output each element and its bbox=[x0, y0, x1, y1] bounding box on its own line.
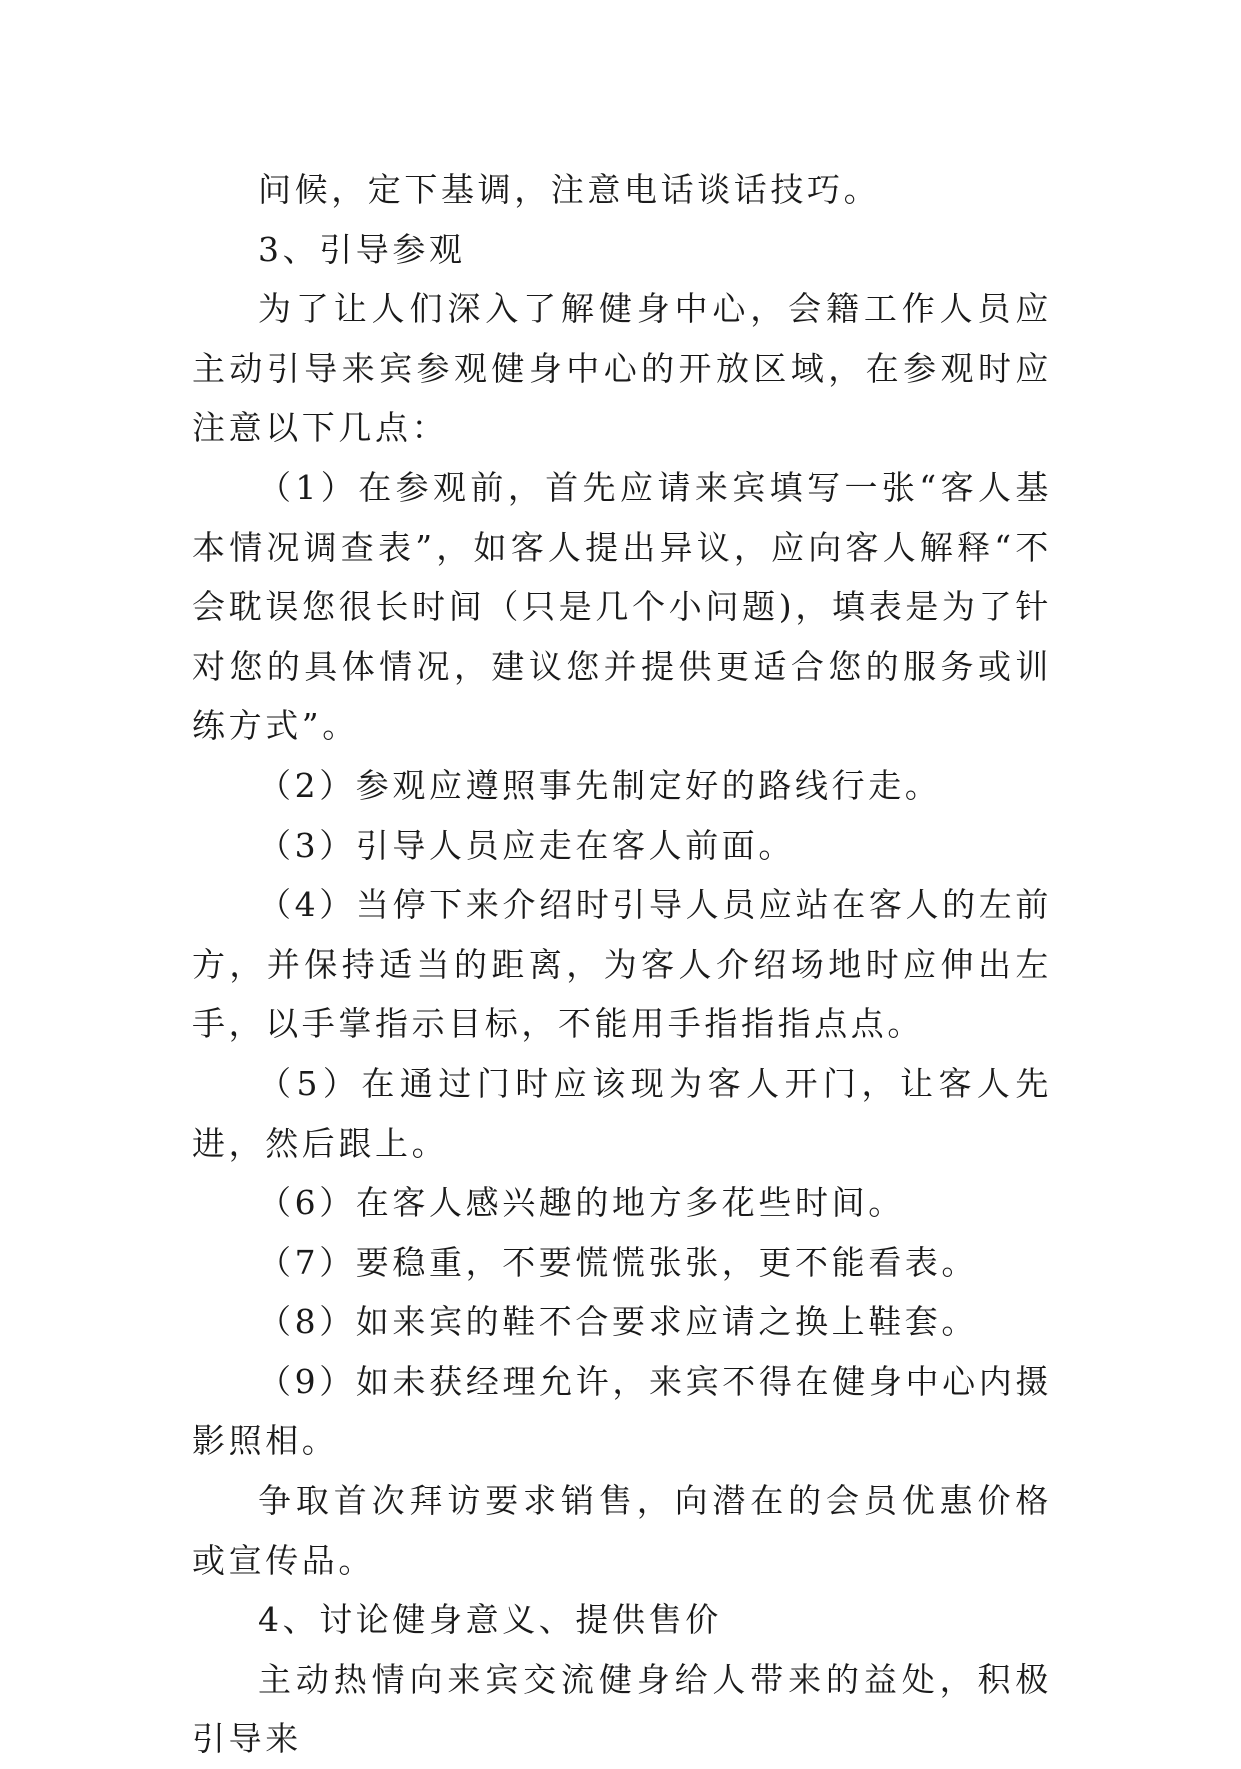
paragraph: 为了让人们深入了解健身中心，会籍工作人员应主动引导来宾参观健身中心的开放区域，在参观时应注意以下几点： bbox=[192, 289, 1052, 448]
list-item: （4）当停下来介绍时引导人员应站在客人的左前方，并保持适当的距离，为客人介绍场地时应伸出左手，以手掌指示目标，不能用手指指指点点。 bbox=[192, 885, 1052, 1044]
body-text bbox=[192, 160, 1052, 1769]
section-heading: 3、引导参观 bbox=[258, 229, 466, 269]
list-item: （8）如来宾的鞋不合要求应请之换上鞋套。 bbox=[258, 1302, 978, 1342]
section-heading: 4、讨论健身意义、提供售价 bbox=[258, 1600, 722, 1640]
paragraph: 问候，定下基调，注意电话谈话技巧。 bbox=[258, 170, 881, 209]
list-item: （2）参观应遵照事先制定好的路线行走。 bbox=[258, 765, 942, 805]
list-item: （1）在参观前，首先应请来宾填写一张“客人基本情况调查表”，如客人提出异议，应向客人解释“不会耽误您很长时间（只是几个小问题)，填表是为了针对您的具体情况，建议您并提供更适合您的服务或训练方式”。 bbox=[192, 467, 1052, 746]
paragraph: 争取首次拜访要求销售，向潜在的会员优惠价格或宣传品。 bbox=[192, 1481, 1052, 1580]
list-item: （9）如未获经理允许，来宾不得在健身中心内摄影照相。 bbox=[192, 1361, 1052, 1461]
list-item: （6）在客人感兴趣的地方多花些时间。 bbox=[258, 1183, 905, 1223]
list-item: （7）要稳重，不要慌慌张张，更不能看表。 bbox=[258, 1242, 978, 1282]
list-item: （5）在通过门时应该现为客人开门，让客人先进，然后跟上。 bbox=[192, 1063, 1052, 1163]
paragraph: 主动热情向来宾交流健身给人带来的益处，积极引导来 bbox=[192, 1659, 1052, 1759]
list-item: （3）引导人员应走在客人前面。 bbox=[258, 825, 795, 865]
